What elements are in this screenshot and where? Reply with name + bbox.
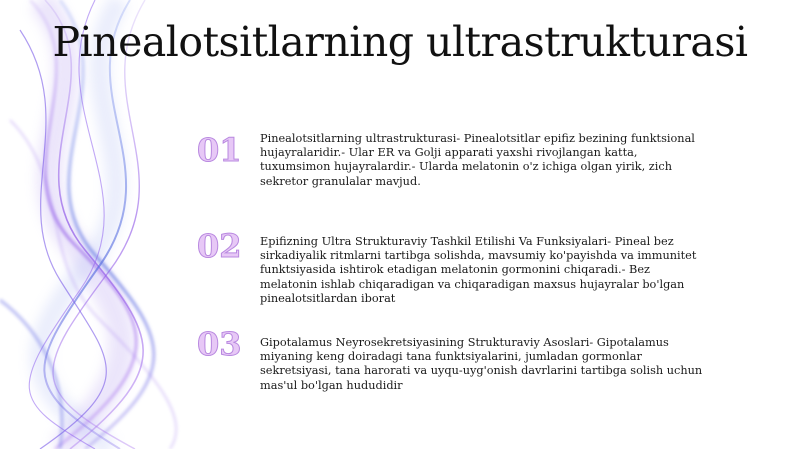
item-number: 03 — [197, 325, 242, 363]
page-title: Pinealotsitlarning ultrastrukturasi — [52, 18, 748, 66]
item-text: Epifizning Ultra Strukturaviy Tashkil Etilishi Va Funksiyalari- Pineal bez sirkadiyalik ritmlarni tartibga solishda, mavsumiy ko'payishda va immunitet funktsiyasida ishtirok etadigan melatonin gormonini chiqaradi.- Bez melatonin ishlab chiqaradigan va chiqaradigan maxsus hujayralar bo'lgan pinealotsitlardan iborat — [260, 235, 697, 305]
item-number: 02 — [197, 227, 242, 265]
item-text: Gipotalamus Neyrosekretsiyasining Strukturaviy Asoslari- Gipotalamus miyaning keng doiradagi tana funktsiyalarini, jumladan gormonlar sekretsiyasi, tana harorati va uyqu-uyg'onish davrlarini tartibga solish uchun mas'ul bo'lgan hududidir — [260, 336, 703, 392]
item-text: Pinealotsitlarning ultrastrukturasi- Pinealotsitlar epifiz bezining funktsional hujayralaridir.- Ular ER va Golji apparati yaxshi rivojlangan katta, tuxumsimon hujayralardir.- Ularda melatonin o'z ichiga olgan yirik, zich sekretor granulalar mavjud. — [260, 132, 695, 188]
purple-smoke-swirl-icon — [0, 0, 230, 449]
item-number: 01 — [197, 131, 242, 169]
